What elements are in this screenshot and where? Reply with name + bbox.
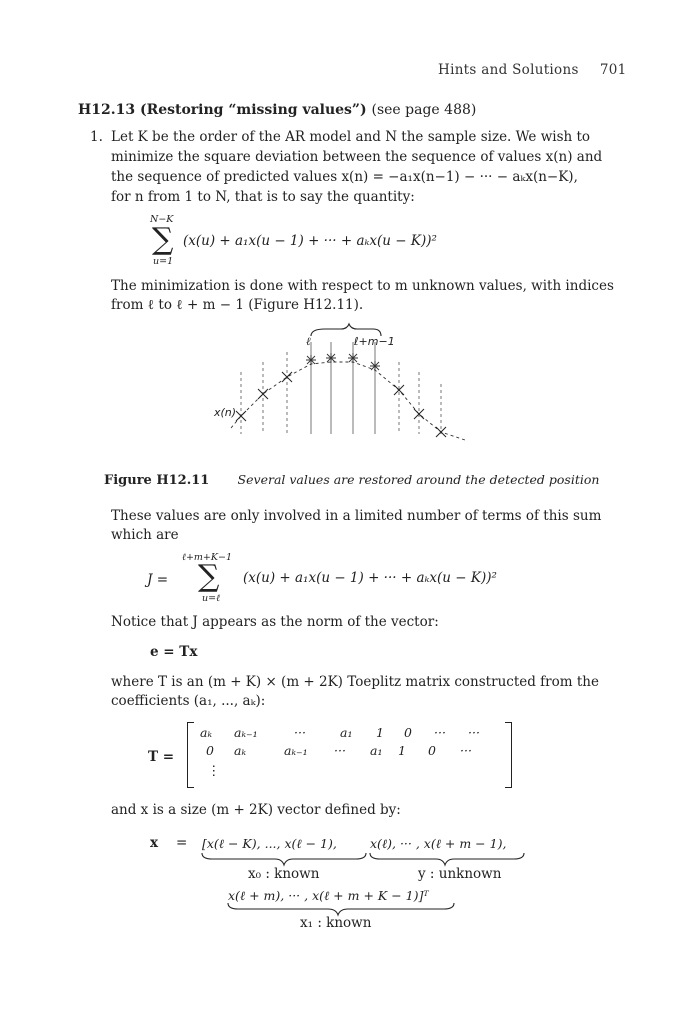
brace-y [370,853,524,865]
matrix-row-1 [200,723,494,742]
eq2-sum-symbol: ∑ [198,559,220,594]
para5-line1: where T is an (m + K) × (m + 2K) Toeplitz matrix constructed from the [111,674,599,690]
figure-solid-lines [311,342,375,434]
para5-line2: coefficients (a₁, ..., aₖ): [111,693,266,709]
matrix-cell: 1 [398,743,406,758]
matrix-cell: 1 [376,725,384,740]
matrix-right-bracket [505,722,512,788]
eq1-sum-symbol: ∑ [152,222,174,257]
matrix-cell: 0 [428,743,436,758]
figure-signal-curve [231,362,465,440]
item1-line4: for n from 1 to N, that is to say the quantity: [111,189,415,205]
para3-line1: These values are only involved in a limited number of terms of this sum [111,508,602,524]
para6-line1: and x is a size (m + 2K) vector defined by: [111,802,401,818]
matrix-cell: ··· [468,725,480,740]
matrix-cell: a₁ [340,725,353,740]
figure-label-l: ℓ [306,335,311,348]
eq1-sum-top: N−K [150,214,174,225]
section-title-text: H12.13 (Restoring “missing values”) [78,102,367,118]
eq2-sum-bottom: u=ℓ [202,593,221,604]
page-number: 701 [599,62,627,78]
para3-line2: which are [111,527,179,543]
matrix-cell: ··· [294,725,306,740]
brace-label-x1: x₁ : known [300,915,372,931]
figure-dashed-lines [241,352,441,434]
matrix-cell: a₁ [370,743,383,758]
eq4-part3: x(ℓ + m), ··· , x(ℓ + m + K − 1)]ᵀ [228,888,429,903]
para2-line2: from ℓ to ℓ + m − 1 (Figure H12.11). [111,297,364,313]
running-head-title: Hints and Solutions [438,62,579,78]
eq2-lhs: J = [147,572,169,588]
eq1-body: (x(u) + a₁x(u − 1) + ··· + aₖx(u − K))² [183,233,437,249]
figure-label-lm: ℓ+m−1 [354,335,395,348]
section-title [78,102,476,118]
item1-line2: minimize the square deviation between the sequence of values x(n) and [111,149,603,165]
para2-line1: The minimization is done with respect to m unknown values, with indices [111,278,614,294]
eq4-lhs: x [150,835,159,851]
brace-x0 [202,853,366,865]
eq4-eq: = [176,835,188,851]
matrix-row-2 [206,741,486,760]
running-head [438,62,627,78]
item-number: 1. [90,129,103,145]
matrix-cell: ··· [434,725,446,740]
caption-label: Figure H12.11 [104,473,210,488]
figure-label-xn: x(n) [214,406,237,419]
matrix-cell: 0 [404,725,412,740]
para4-line1: Notice that J appears as the norm of the vector: [111,614,439,630]
figure-restored-markers [306,353,380,371]
eq1-sum-bottom: u=1 [153,256,174,267]
matrix-vdots: ⋮ [207,763,221,779]
caption-text: Several values are restored around the detected position [237,472,600,487]
eq3: e = Tx [150,644,198,660]
matrix-left-bracket [187,722,194,788]
eq4-part2: x(ℓ), ··· , x(ℓ + m − 1), [370,836,507,851]
matrix-cell: 0 [206,743,214,758]
matrix-cell: aₖ [200,725,213,740]
matrix-cell: ··· [334,743,346,758]
figure-h12-11 [205,322,475,452]
matrix-lhs: T = [148,749,175,765]
brace-label-x0: x₀ : known [248,866,320,882]
section-ref: (see page 488) [371,102,477,118]
figure-caption [104,469,599,488]
matrix-cell: aₖ₋₁ [234,725,258,740]
eq2-body: (x(u) + a₁x(u − 1) + ··· + aₖx(u − K))² [243,570,497,586]
brace-label-y: y : unknown [418,866,502,882]
matrix-cell: ··· [460,743,472,758]
eq2-sum-top: ℓ+m+K−1 [182,552,232,563]
figure-known-markers [236,372,446,437]
matrix-cell: aₖ₋₁ [284,743,308,758]
eq4-part1: [x(ℓ − K), ..., x(ℓ − 1), [202,836,337,851]
item1-line3: the sequence of predicted values x(n) = −a₁x(n−1) − ··· − aₖx(n−K), [111,169,578,185]
matrix-cell: aₖ [234,743,247,758]
item1-line1: Let K be the order of the AR model and N the sample size. We wish to [111,129,591,145]
